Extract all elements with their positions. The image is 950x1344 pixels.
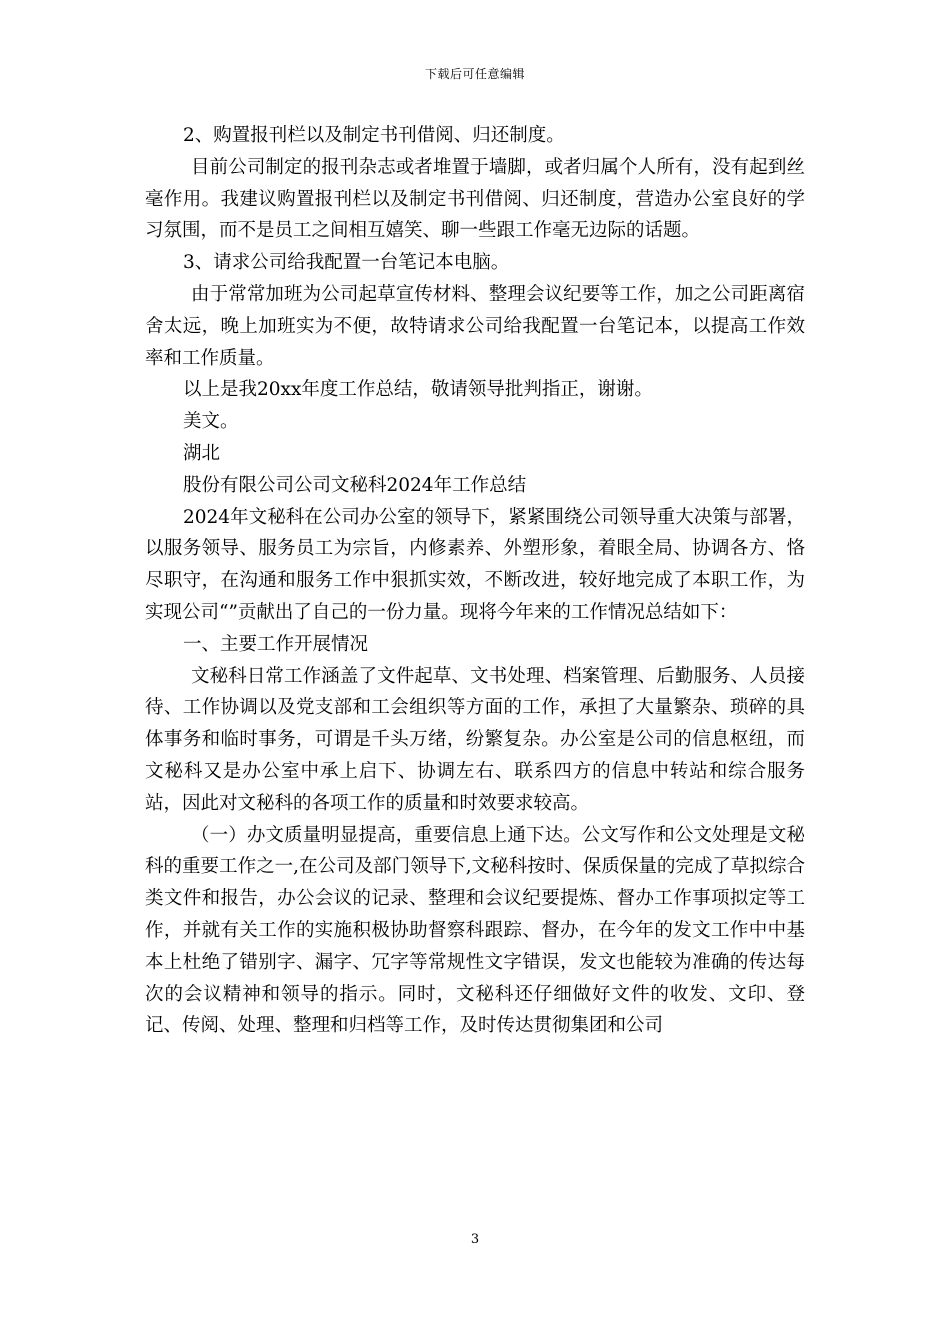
paragraph-item-3-heading: 3、请求公司给我配置一台笔记本电脑。 — [183, 252, 510, 274]
paragraph-item-2-heading: 2、购置报刊栏以及制定书刊借阅、归还制度。 — [183, 125, 565, 146]
document-body — [145, 120, 805, 1042]
paragraph-closing: 以上是我20xx年度工作总结，敬请领导批判指正，谢谢。 — [183, 379, 653, 401]
paragraph-intro: 2024年文秘科在公司办公室的领导下，紧紧围绕公司领导重大决策与部署，以服务领导、服务员工为宗旨，内修素养、外塑形象，着眼全局、协调各方、恪尽职守，在沟通和服务工作中狠抓实效，不断改进，较好地完成了本职工作，为实现公司“”贡献出了自己的一份力量。现将今年来的工作情况总结如下： — [145, 506, 805, 623]
paragraph-daily-work: 文秘科日常工作涵盖了文件起草、文书处理、档案管理、后勤服务、人员接待、工作协调以及党支部和工会组织等方面的工作，承担了大量繁杂、琐碎的具体事务和临时事务，可谓是千头万绪，纷繁复杂。办公室是公司的信息枢纽，而文秘科又是办公室中承上启下、协调左右、联系四方的信息中转站和综合服务站，因此对文秘科的各项工作的质量和时效要求较高。 — [145, 665, 805, 814]
page-number: 3 — [470, 1232, 480, 1247]
paragraph-hubei: 湖北 — [183, 442, 221, 464]
section-heading-main-work: 一、主要工作开展情况 — [183, 633, 369, 655]
paragraph-document-quality: （一）办文质量明显提高，重要信息上通下达。公文写作和公文处理是文秘科的重要工作之一,在公司及部门领导下,文秘科按时、保质保量的完成了草拟综合类文件和报告，办公会议的记录、整理和会议纪要提炼、督办工作事项拟定等工作，并就有关工作的实施积极协助督察科跟踪、督办，在今年的发文工作中中基本上杜绝了错别字、漏字、冗字等常规性文字错误，发文也能较为准确的传达每次的会议精神和领导的指示。同时，文秘科还仔细做好文件的收发、文印、登记、传阅、处理、整理和归档等工作，及时传达贯彻集团和公司 — [145, 824, 805, 1037]
page-header: 下载后可任意编辑 — [424, 67, 525, 81]
paragraph-meiwen: 美文。 — [183, 411, 239, 433]
paragraph-report-title: 股份有限公司公司文秘科2024年工作总结 — [183, 474, 527, 496]
paragraph-newspaper-rack: 目前公司制定的报刊杂志或者堆置于墙脚，或者归属个人所有，没有起到丝毫作用。我建议购置报刊栏以及制定书刊借阅、归还制度，营造办公室良好的学习氛围，而不是员工之间相互嬉笑、聊一些跟工作毫无边际的话题。 — [145, 156, 805, 242]
paragraph-laptop-request: 由于常常加班为公司起草宣传材料、整理会议纪要等工作，加之公司距离宿舍太远，晚上加班实为不便，故特请求公司给我配置一台笔记本，以提高工作效率和工作质量。 — [145, 283, 805, 369]
